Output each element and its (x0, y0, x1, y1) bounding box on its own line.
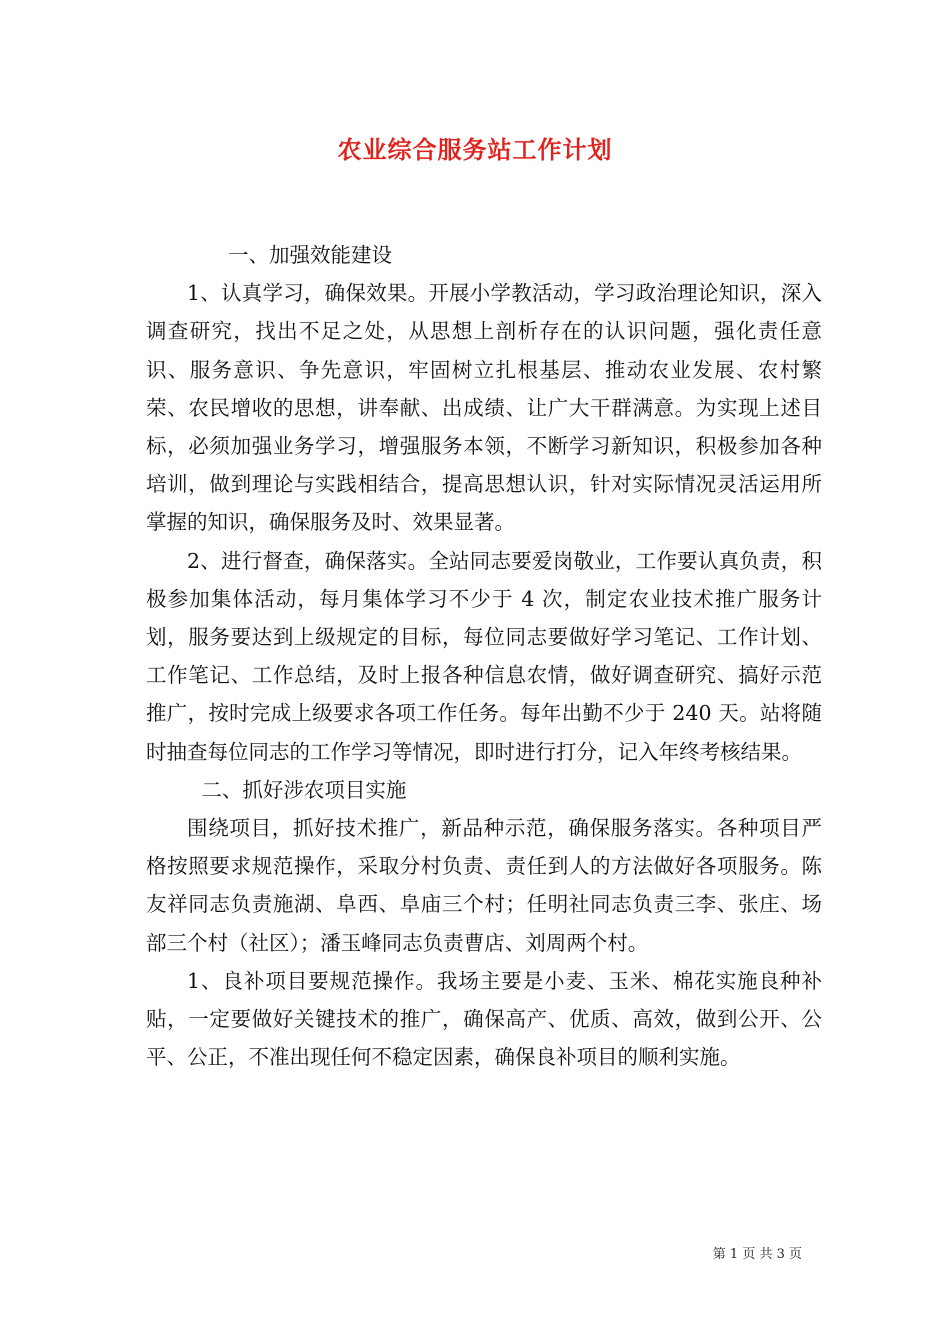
section-1-paragraph-2: 2、进行督查，确保落实。全站同志要爱岗敬业，工作要认真负责，积极参加集体活动，每月集体学习不少于 4 次，制定农业技术推广服务计划，服务要达到上级规定的目标，每位同志要做好学习笔记、工作计划、工作笔记、工作总结，及时上报各种信息农情，做好调查研究、搞好示范推广，按时完成上级要求各项工作任务。每年出勤不少于 240 天。站将随时抽查每位同志的工作学习等情况，即时进行打分，记入年终考核结果。 (146, 548, 822, 764)
page-title: 农业综合服务站工作计划 (337, 135, 613, 164)
section-2-heading: 二、抓好涉农项目实施 (201, 777, 407, 802)
section-2-paragraph-1: 围绕项目，抓好技术推广，新品种示范，确保服务落实。各种项目严格按照要求规范操作，采取分村负责、责任到人的方法做好各项服务。陈友祥同志负责施湖、阜西、阜庙三个村；任明社同志负责三李、张庄、场部三个村（社区）；潘玉峰同志负责曹店、刘周两个村。 (146, 816, 822, 955)
page-number-footer: 第 1 页 共 3 页 (712, 1247, 802, 1262)
section-1-paragraph-1: 1、认真学习，确保效果。开展小学教活动，学习政治理论知识，深入调查研究，找出不足之处，从思想上剖析存在的认识问题，强化责任意识、服务意识、争先意识，牢固树立扎根基层、推动农业发展、农村繁荣、农民增收的思想，讲奉献、出成绩、让广大干群满意。为实现上述目标，必须加强业务学习，增强服务本领，不断学习新知识，积极参加各种培训，做到理论与实践相结合，提高思想认识，针对实际情况灵活运用所掌握的知识，确保服务及时、效果显著。 (146, 281, 822, 535)
section-2-paragraph-2: 1、良补项目要规范操作。我场主要是小麦、玉米、棉花实施良种补贴，一定要做好关键技术的推广，确保高产、优质、高效，做到公开、公平、公正，不准出现任何不稳定因素，确保良补项目的顺利实施。 (146, 968, 822, 1070)
document-body (146, 236, 822, 1076)
section-1-heading: 一、加强效能建设 (228, 243, 392, 267)
